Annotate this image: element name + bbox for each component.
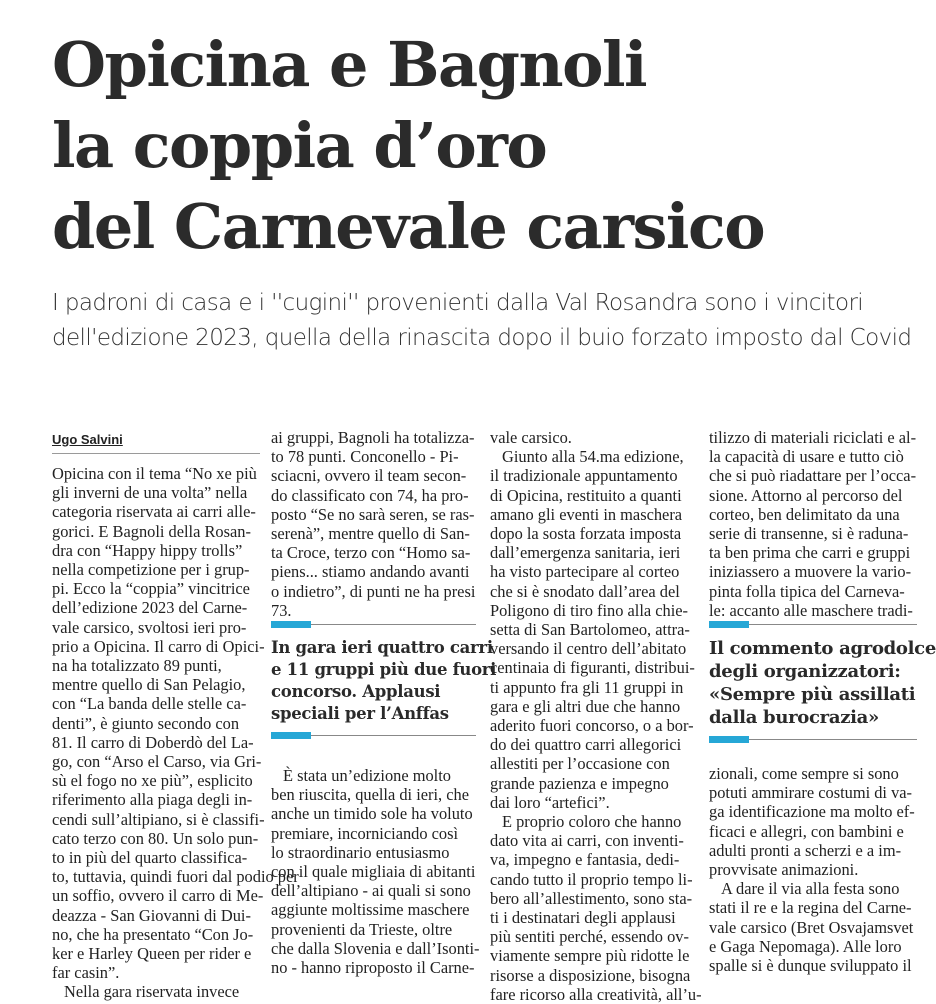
text-line: anche un timido sole ha voluto: [271, 804, 473, 824]
text-line: piens... stiamo andando avanti: [271, 562, 470, 582]
text-line: no, che ha presentato “Con Jo-: [52, 924, 254, 944]
text-line: lo straordinario entusiasmo: [271, 842, 450, 862]
text-line: risorse a disposizione, bisogna: [490, 965, 691, 985]
text-line: dai loro “artefici”.: [490, 792, 610, 812]
text-line: provvisate animazioni.: [709, 860, 859, 880]
text-line: to 78 punti. Conconello - Pi-: [271, 447, 459, 467]
text-line: e 11 gruppi più due fuori: [271, 660, 497, 679]
text-line: nella competizione per i grup-: [52, 560, 250, 580]
text-line: che si può riadattare per l’occa-: [709, 466, 917, 486]
headline-line: del Carnevale carsico: [52, 190, 765, 263]
text-line: serenà”, mentre quello di San-: [271, 524, 470, 544]
text-line: aggiunte moltissime maschere: [271, 900, 470, 920]
text-line: ficaci e allegri, con bambini e: [709, 821, 904, 841]
box-bottom-rule: [709, 739, 917, 740]
text-line: deazza - San Giovanni di Dui-: [52, 905, 251, 925]
text-line: sù el fogo no xe più”, esplicito: [52, 771, 253, 791]
text-line: pinta folla tipica del Carneva-: [709, 581, 905, 601]
text-line: na ha totalizzato 89 punti,: [52, 656, 222, 676]
text-line: va, impegno e fantasia, dedi-: [490, 850, 680, 870]
text-line: un soffio, ovvero il carro di Me-: [52, 886, 264, 906]
text-line: pi. Ecco la “coppia” vincitrice: [52, 579, 250, 599]
text-line: dra con “Happy hippy trolls”: [52, 540, 243, 560]
subheading-text: [709, 625, 936, 739]
text-line: 73.: [271, 600, 292, 620]
text-line: gorici. E Bagnoli della Rosan-: [52, 521, 251, 541]
author-byline: Ugo Salvini: [52, 432, 260, 454]
text-line: setta di San Bartolomeo, attra-: [490, 620, 690, 640]
text-line: no - hanno riproposto il Carne-: [271, 958, 475, 978]
text-line: cando tutto il proprio tempo li-: [490, 869, 693, 889]
pull-quote-box: [271, 624, 497, 736]
text-line: ai gruppi, Bagnoli ha totalizza-: [271, 428, 475, 447]
text-line: iniziassero a muovere la vario-: [709, 562, 912, 582]
box-bottom-rule: [271, 735, 476, 736]
text-line: ga identificazione ma molto ef-: [709, 802, 915, 822]
accent-bar: [271, 621, 311, 628]
text-line: ta ben prima che carri e gruppi: [709, 543, 911, 563]
text-line: che si è snodato dall’area del: [490, 581, 680, 601]
text-line: zionali, come sempre si sono: [709, 764, 899, 783]
text-line: go, con “Arso el Carso, via Gri-: [52, 752, 262, 772]
text-line: categoria riservata ai carri alle-: [52, 502, 256, 522]
text-line: con “La banda delle stelle ca-: [52, 694, 247, 714]
text-line: grande pazienza e impegno: [490, 773, 669, 793]
subtitle-line: I padroni di casa e i ''cugini'' provenienti dalla Val Rosandra sono i vincitori: [52, 290, 864, 316]
text-line: che dalla Slovenia e dall’Isonti-: [271, 938, 480, 958]
text-line: far casin”.: [52, 963, 120, 983]
text-line: vale carsico, svoltosi ieri pro-: [52, 617, 247, 637]
text-line: viamente sempre più ridotte le: [490, 946, 690, 966]
text-line: mentre quello di San Pelagio,: [52, 675, 246, 695]
accent-bar: [271, 732, 311, 739]
text-line: o indietro”, di punti ne ha presi: [271, 581, 476, 601]
text-line: ker e Harley Queen per rider e: [52, 944, 252, 964]
column-2-bottom: [271, 766, 480, 978]
text-line: gara e gli altri due che hanno: [490, 696, 681, 716]
text-line: prio a Opicina. Il carro di Opici-: [52, 636, 265, 656]
column-4-bottom: [709, 764, 917, 976]
text-line: aderito fuori concorso, o a bor-: [490, 716, 694, 736]
text-line: In gara ieri quattro carri: [271, 638, 493, 657]
pull-quote-text: [271, 625, 497, 735]
text-line: do dei quattro carri allegorici: [490, 735, 682, 755]
headline-line: Opicina e Bagnoli: [52, 28, 647, 101]
text-line: to, tuttavia, quindi fuori dal podio per: [52, 867, 299, 887]
text-line: premiare, incorniciando così: [271, 823, 459, 843]
text-line: «Sempre più assillati: [709, 684, 916, 705]
column-3: [490, 428, 702, 1004]
text-line: Giunto alla 54.ma edizione,: [502, 447, 684, 467]
text-line: sione. Attorno al percorso del: [709, 485, 903, 505]
text-line: le: accanto alle maschere tradi-: [709, 600, 913, 620]
text-line: ha visto partecipare al corteo: [490, 562, 680, 582]
column-4-top: [709, 428, 917, 618]
text-line: dopo la sosta forzata imposta: [490, 524, 682, 544]
text-line: dato vita ai carri, con inventi-: [490, 831, 684, 851]
text-line: adulti pronti a scherzi e a im-: [709, 840, 902, 860]
text-line: con il quale migliaia di abitanti: [271, 862, 476, 882]
text-line: denti”, è giunto secondo con: [52, 713, 240, 733]
text-line: dell’edizione 2023 del Carne-: [52, 598, 248, 618]
text-line: stati il re e la regina del Carne-: [709, 898, 912, 918]
text-line: ta Croce, terzo con “Homo sa-: [271, 543, 471, 563]
text-line: bero all’allestimento, sono sta-: [490, 888, 693, 908]
text-line: e Gaga Nepomaga). Alle loro: [709, 936, 902, 956]
text-line: potuti ammirare costumi di va-: [709, 783, 913, 803]
text-line: amano gli eventi in maschera: [490, 504, 683, 524]
text-line: ti appunto fra gli 11 gruppi in: [490, 677, 684, 697]
text-line: Nella gara riservata invece: [64, 982, 240, 1002]
text-line: versando il centro dell’abitato: [490, 639, 687, 659]
text-line: dalla burocrazia»: [709, 707, 879, 728]
text-line: il tradizionale appuntamento: [490, 466, 678, 486]
text-line: dall’emergenza sanitaria, ieri: [490, 543, 681, 563]
subtitle-line: dell'edizione 2023, quella della rinascita dopo il buio forzato imposto dal Covid: [52, 325, 912, 351]
subtitle: [52, 286, 922, 356]
text-line: vale carsico (Bret Osvajamsvet: [709, 917, 914, 937]
text-line: sciacni, ovvero il team secon-: [271, 466, 467, 486]
text-line: È stata un’edizione molto: [283, 766, 451, 785]
text-line: la capacità di usare e tutto ciò: [709, 447, 904, 467]
text-line: dell’altipiano - ai quali si sono: [271, 881, 471, 901]
accent-bar: [709, 621, 749, 628]
text-line: di Opicina, restituito a quanti: [490, 485, 682, 505]
text-line: riferimento alla piaga degli in-: [52, 790, 253, 810]
headline-line: la coppia d’oro: [52, 109, 547, 182]
text-line: ben riuscita, quella di ieri, che: [271, 785, 469, 805]
text-line: corteo, ben delimitato da una: [709, 504, 900, 524]
text-line: to in più del quarto classifica-: [52, 848, 248, 868]
text-line: serie di transenne, si è raduna-: [709, 524, 909, 544]
text-line: Il commento agrodolce: [709, 638, 936, 659]
text-line: degli organizzatori:: [709, 661, 901, 682]
text-line: provenienti da Trieste, oltre: [271, 919, 453, 939]
text-line: posto “Se no sarà seren, se ras-: [271, 504, 475, 524]
text-line: centinaia di figuranti, distribui-: [490, 658, 695, 678]
text-line: A dare il via alla festa sono: [721, 879, 900, 899]
text-line: tilizzo di materiali riciclati e al-: [709, 428, 917, 447]
text-line: cendi sull’altipiano, si è classifi-: [52, 809, 265, 829]
text-line: Opicina con il tema “No xe più: [52, 464, 257, 483]
text-line: allestiti per l’occasione con: [490, 754, 670, 774]
text-line: spalle si è dunque sviluppato il: [709, 956, 912, 976]
text-line: Poligono di tiro fino alla chie-: [490, 600, 689, 620]
text-line: più sentiti perché, essendo ov-: [490, 927, 689, 947]
text-line: concorso. Applausi: [271, 682, 441, 701]
text-line: ti i destinatari degli applausi: [490, 908, 676, 928]
text-line: cato terzo con 80. Un solo pun-: [52, 828, 259, 848]
text-line: fare ricorso alla creatività, all’u-: [490, 984, 702, 1004]
headline: [52, 24, 912, 267]
column-2-top: [271, 428, 476, 620]
text-line: speciali per l’Anffas: [271, 704, 449, 723]
text-line: E proprio coloro che hanno: [502, 812, 682, 832]
box-top-rule: [271, 624, 476, 625]
text-line: do classificato con 74, ha pro-: [271, 485, 469, 505]
subheading-box: [709, 624, 936, 740]
box-top-rule: [709, 624, 917, 625]
text-line: gli inverni de una volta” nella: [52, 483, 248, 503]
accent-bar: [709, 736, 749, 743]
text-line: 81. Il carro di Doberdò del La-: [52, 732, 254, 752]
text-line: vale carsico.: [490, 428, 572, 447]
